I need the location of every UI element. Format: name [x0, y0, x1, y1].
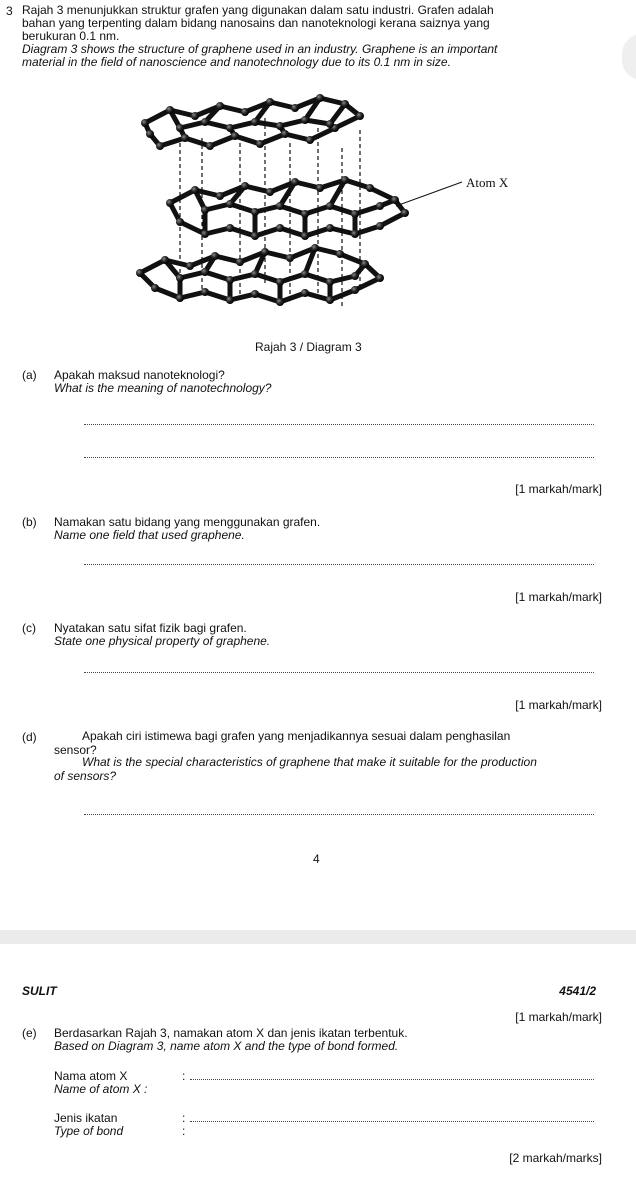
- part-c-question-malay: Nyatakan satu sifat fizik bagi grafen.: [54, 621, 247, 635]
- part-c-answer-line[interactable]: [84, 672, 594, 673]
- atom-x-pointer-line: [396, 182, 462, 206]
- intro-english-line-2: material in the field of nanoscience and nanotechnology due to its 0.1 nm in size.: [22, 55, 451, 69]
- part-a-label: (a): [22, 368, 37, 382]
- page-number: 4: [313, 852, 320, 866]
- part-b-question-english: Name one field that used graphene.: [54, 528, 245, 542]
- atom-name-answer-line[interactable]: [190, 1079, 594, 1080]
- header-paper-code: 4541/2: [559, 984, 596, 998]
- part-e-question-malay: Berdasarkan Rajah 3, namakan atom X dan jenis ikatan terbentuk.: [54, 1026, 408, 1040]
- atom-name-label-malay: Nama atom X: [54, 1069, 128, 1083]
- part-b-mark: [1 markah/mark]: [515, 590, 602, 604]
- intro-english-line-1: Diagram 3 shows the structure of graphene used in an industry. Graphene is an important: [22, 42, 498, 56]
- question-number: 3: [6, 4, 13, 18]
- part-a-answer-line-1[interactable]: [84, 424, 594, 425]
- part-d-mark: [1 markah/mark]: [515, 1010, 602, 1024]
- part-a-question-malay: Apakah maksud nanoteknologi?: [54, 368, 225, 382]
- header-sulit: SULIT: [22, 984, 57, 998]
- intro-malay-line-3: berukuran 0.1 nm.: [22, 29, 120, 43]
- part-a-mark: [1 markah/mark]: [515, 482, 602, 496]
- intro-malay-line-1: Rajah 3 menunjukkan struktur grafen yang digunakan dalam satu industri. Grafen adalah: [22, 3, 494, 17]
- bond-type-label-english: Type of bond: [54, 1124, 124, 1138]
- part-d-label: (d): [22, 730, 37, 744]
- part-d-question-malay-line-2: sensor?: [54, 743, 97, 757]
- part-e-mark: [2 markah/marks]: [509, 1151, 602, 1165]
- part-d-question-english-line-1: What is the special characteristics of graphene that make it suitable for the production: [82, 755, 537, 769]
- part-b-answer-line[interactable]: [84, 564, 594, 565]
- graphene-layer-bottom: [136, 244, 384, 306]
- part-b-label: (b): [22, 515, 37, 529]
- graphene-diagram: [110, 88, 550, 328]
- atom-x-label: Atom X: [466, 175, 509, 190]
- exam-page-2: [0, 944, 636, 1200]
- page-separator: [0, 930, 636, 944]
- part-b-question-malay: Namakan satu bidang yang menggunakan grafen.: [54, 515, 321, 529]
- bond-type-answer-line[interactable]: [190, 1121, 594, 1122]
- diagram-caption: Rajah 3 / Diagram 3: [255, 340, 362, 354]
- part-a-question-english: What is the meaning of nanotechnology?: [54, 381, 272, 395]
- part-c-mark: [1 markah/mark]: [515, 698, 602, 712]
- atom-name-colon: :: [182, 1069, 186, 1083]
- part-a-answer-line-2[interactable]: [84, 457, 594, 458]
- graphene-layer-top: [141, 94, 364, 150]
- bond-type-colon-2: :: [182, 1124, 186, 1138]
- bond-type-label-malay: Jenis ikatan: [54, 1111, 118, 1125]
- page-curl-decoration: [622, 34, 636, 80]
- part-d-question-english-line-2: of sensors?: [54, 769, 117, 783]
- part-e-question-english: Based on Diagram 3, name atom X and the type of bond formed.: [54, 1039, 399, 1053]
- part-c-label: (c): [22, 621, 36, 635]
- atom-name-label-english: Name of atom X :: [54, 1082, 148, 1096]
- part-c-question-english: State one physical property of graphene.: [54, 634, 271, 648]
- intro-malay-line-2: bahan yang terpenting dalam bidang nanosains dan nanoteknologi kerana saiznya yang: [22, 16, 490, 30]
- graphene-layer-middle: [166, 176, 409, 240]
- bond-type-colon-1: :: [182, 1111, 186, 1125]
- part-e-label: (e): [22, 1026, 37, 1040]
- part-d-question-malay-line-1: Apakah ciri istimewa bagi grafen yang menjadikannya sesuai dalam penghasilan: [82, 729, 511, 743]
- part-d-answer-line[interactable]: [84, 814, 594, 815]
